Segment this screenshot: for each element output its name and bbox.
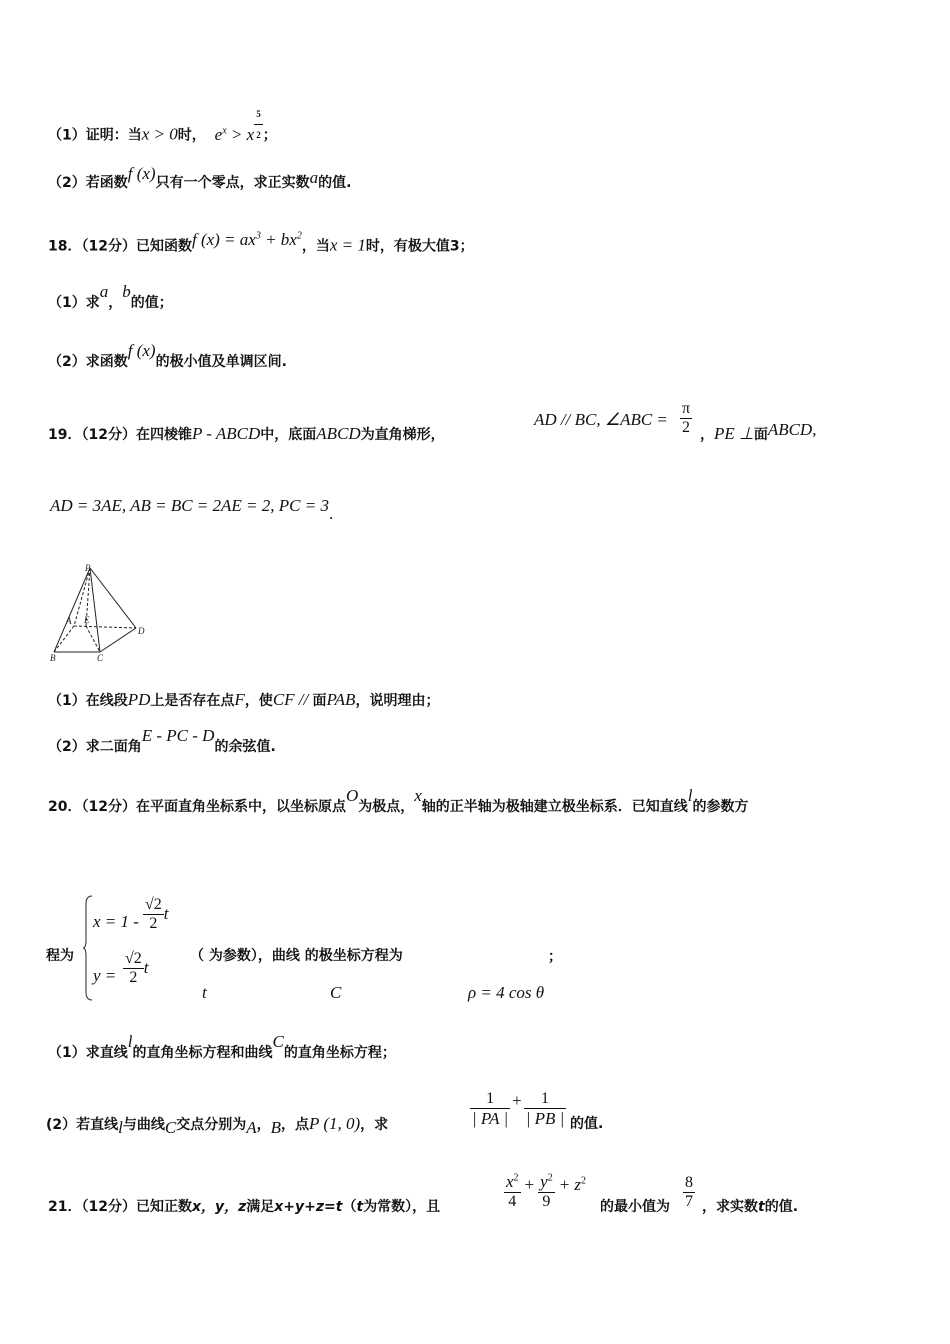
q20-part2: (2）若直线l与曲线C交点分别为A，B，点P (1, 0)，求 [46, 1114, 389, 1137]
label-P: P [85, 563, 91, 573]
q21-end: ，求实数t的值. [702, 1199, 799, 1215]
q21-stem: 21．（12分）已知正数x，y，z满足x+y+z=t（t为常数），且 [48, 1199, 441, 1215]
q19-condition: AD // BC, ∠ABC = [534, 410, 668, 429]
edge-EC [86, 626, 100, 652]
q20-polar-eq: ρ = 4 cos θ [468, 983, 545, 1002]
param-eq-x-frac: $\frac{√2}{2}$ t [145, 896, 169, 932]
edge-PD [90, 568, 136, 628]
label-B: B [50, 653, 56, 662]
q19-given: AD = 3AE, AB = BC = 2AE = 2, PC = 3. [50, 496, 334, 523]
param-eq-y: y = [93, 966, 117, 985]
exponent-fraction: $\frac{5}{2}$ [254, 104, 263, 145]
label-A: A [66, 616, 72, 626]
q19-part1: （1）在线段PD上是否存在点F，使CF // 面PAB，说明理由； [48, 690, 440, 709]
q17-part1: （1）证明：当x > 0时， $e^x > x$ $\frac{5}{2}$ ； [48, 115, 277, 156]
label-E: E [84, 615, 90, 625]
q17-part2: （2）若函数f (x)只有一个零点，求正实数a的值. [48, 164, 352, 191]
edge-CD [100, 628, 136, 652]
q20-param-t: t [202, 983, 207, 1002]
q20-sum-expression: $\frac{1}{| PA |}$ + $\frac{1}{| PB |}$ [472, 1090, 565, 1128]
param-eq-x: x = 1 - [93, 912, 139, 931]
q18-part2: （2）求函数f (x)的极小值及单调区间. [48, 341, 287, 370]
q20-curve-c: C [330, 983, 342, 1002]
edge-AD [74, 626, 136, 628]
q20-param-text: （ 为参数），曲线 的极坐标方程为 [190, 948, 403, 964]
q20-semicolon: ； [548, 950, 562, 965]
q19-pi-fraction: $\frac{\pi}{2}$ [682, 400, 691, 436]
q21-expression: $\frac{x^2}{4}$ + $\frac{y^2}{9}$ + $z^2$ [506, 1172, 587, 1210]
q19-pe: ，PE ⊥面ABCD, [700, 420, 817, 443]
q18-stem: 18．（12分）已知函数f $(x) = ax^3 + bx^2$，当x = 1时，有极大值3； [48, 229, 474, 255]
q20-part1: （1）求直线l的直角坐标方程和曲线C的直角坐标方程； [48, 1032, 396, 1061]
q20-stem: 20．（12分）在平面直角坐标系中，以坐标原点O为极点，x轴的正半轴为极轴建立极坐标系．已知直线l的参数方 [48, 786, 749, 815]
q20-part2-end: 的值. [570, 1116, 604, 1132]
edge-PC [90, 568, 100, 652]
q21-tail: 的最小值为 [600, 1199, 670, 1215]
q19-part2: （2）求二面角E - PC - D的余弦值. [48, 726, 276, 755]
param-eq-y-frac: $\frac{√2}{2}$ t [125, 950, 149, 986]
q18-part1: （1）求a，b的值； [48, 282, 173, 311]
q19-stem: 19．（12分）在四棱锥P - ABCD中，底面ABCD为直角梯形， [48, 424, 445, 443]
edge-PB [54, 568, 90, 652]
label-D: D [138, 626, 145, 636]
q21-min-fraction: $\frac{8}{7}$ [685, 1174, 693, 1210]
label-C: C [97, 653, 104, 662]
q20-param-label: 程为 [46, 948, 74, 964]
pyramid-figure [44, 562, 154, 662]
